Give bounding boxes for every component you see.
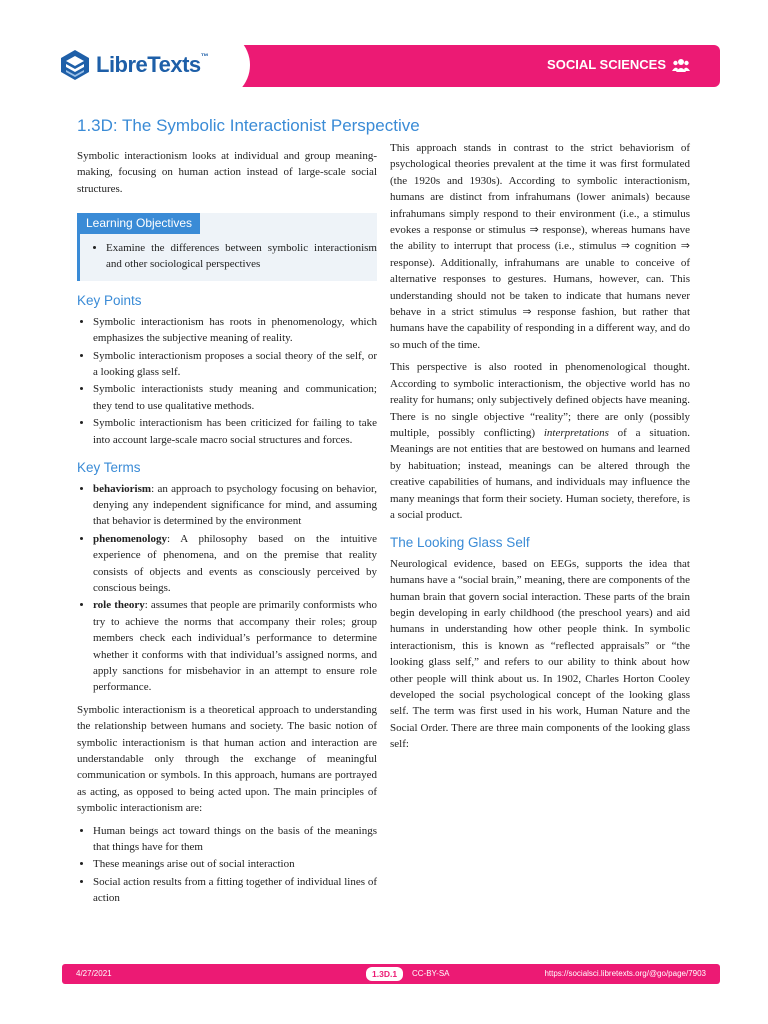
section-link[interactable]	[547, 57, 690, 72]
section-label: SOCIAL SCIENCES	[547, 57, 666, 72]
principles-list	[77, 823, 377, 907]
term-definition: : A philosophy based on the intuitive experience of phenomena, and on the premise that reality consists of objects and events as consciously perceived by conscious beings.	[93, 532, 377, 594]
list-item: • Symbolic interactionism has roots in phenomenology, which emphasizes the subjective meaning of reality.	[93, 314, 377, 347]
list-item: • Symbolic interactionism proposes a social theory of the self, or a looking glass self.	[93, 348, 377, 381]
list-item: • Symbolic interactionists study meaning and communication; they tend to use qualitative methods.	[93, 381, 377, 414]
footer-bar	[62, 964, 720, 984]
looking-glass-heading: The Looking Glass Self	[390, 535, 530, 551]
people-icon	[672, 58, 690, 72]
left-column	[77, 148, 377, 911]
body-paragraph: Symbolic interactionism is a theoretical approach to understanding the relationship between humans and society. The basic notion of symbolic interactionism is that human action and interaction are understandable only through the exchange of meaningful communication or symbols. In this approach, humans are portrayed as acting, as opposed to being acted upon. The main principles of symbolic interactionism are:	[77, 703, 377, 815]
learning-objectives-box	[77, 213, 377, 281]
key-points-heading: Key Points	[77, 293, 142, 309]
term-item	[93, 481, 377, 530]
paragraph: Neurological evidence, based on EEGs, supports the idea that humans have a “social brain,” meaning, there are components of the human brain that govern social interaction. These parts of the brain begin developing in early childhood (the preschool years) and aid humans in understanding how other people think. In symbolic interactionism, this is known as “reflected appraisals” or “the looking glass self,” and refers to our ability to think about how other people will think about us. In 1902, Charles Horton Cooley developed the social psychological concept of the looking glass self. The term was first used in his work, Human Nature and the Social Order. There are three main components of the looking glass self:	[390, 557, 690, 751]
list-item: • These meanings arise out of social interaction	[93, 856, 377, 872]
list-item: • Human beings act toward things on the basis of the meanings that things have for them	[93, 823, 377, 856]
page-number-badge: 1.3D.1	[366, 967, 403, 981]
paragraph: This approach stands in contrast to the strict behaviorism of psychological theories prevalent at the time it was first formulated (the 1920s and 1930s). According to symbolic interactionism, humans are distinct from infrahumans (lower animals) because infrahumans simply respond to their environment (i.e., a stimulus evokes a response or stimulus ⇒ response), whereas humans have the ability to interrupt that process (i.e., stimulus ⇒ cognition ⇒ response). Additionally, infrahumans are unable to conceive of alternative responses to gestures. Humans, however, can. This understanding should not be taken to indicate that humans never behave in a strict stimulus ⇒ response fashion, but rather that humans have the capability of responding in a different way, and do so much of the time.	[390, 142, 690, 351]
learning-objectives-heading: Learning Objectives	[80, 213, 200, 233]
paragraph: This perspective is also rooted in phenomenological thought. According to symbolic interactionism, the objective world has no reality for humans; only subjectively defined objects have meaning. There is no single objective “reality”; there are only (possibly multiple, possibly conflicting) interpretations of a situation. Meanings are not entities that are bestowed on humans and learned by habituation; instead, meanings can be altered through the creative capabilities of humans, and individuals may influence the many meanings that form their society. Human society, therefore, is a social product.	[390, 361, 691, 521]
term-item	[93, 531, 377, 597]
list-item: • Examine the differences between symbolic interactionism and other sociological perspectives	[106, 240, 377, 273]
brand-name: LibreTexts™	[96, 52, 209, 77]
list-item: • Symbolic interactionism has been criticized for failing to take into account large-scale macro social structures and forces.	[93, 415, 377, 448]
license-label: CC-BY-SA	[412, 969, 450, 978]
page-title: 1.3D: The Symbolic Interactionist Perspective	[77, 116, 420, 135]
footer-date: 4/27/2021	[76, 969, 112, 978]
term: phenomenology	[93, 532, 167, 545]
key-terms-list	[77, 481, 377, 696]
key-points-list	[77, 314, 377, 448]
right-column	[390, 140, 690, 759]
emphasis: interpretations	[543, 426, 609, 439]
libretexts-logo[interactable]	[40, 30, 250, 100]
list-item: • Social action results from a fitting together of individual lines of action	[93, 874, 377, 907]
header	[0, 0, 768, 100]
term-definition: : an approach to psychology focusing on behavior, denying any independent significance for mind, and assuming that behavior is determined by the environment	[93, 482, 377, 528]
page-url-link[interactable]: https://socialsci.libretexts.org/@go/page/7903	[544, 969, 706, 978]
objectives-list	[80, 240, 377, 273]
key-terms-heading: Key Terms	[77, 460, 141, 476]
term-item	[93, 597, 377, 695]
intro-paragraph: Symbolic interactionism looks at individual and group meaning-making, focusing on human action instead of large-scale social structures.	[77, 150, 377, 195]
libretexts-logo-icon	[58, 48, 92, 82]
term-definition: : assumes that people are primarily conformists who try to achieve the norms that accompany their roles; group members check each individual’s performance to determine whether it conforms with that individual’s assigned norms, and apply sanctions for misbehavior in an attempt to ensure role performance.	[93, 599, 378, 694]
term: role theory	[93, 599, 145, 612]
term: behaviorism	[93, 482, 152, 495]
